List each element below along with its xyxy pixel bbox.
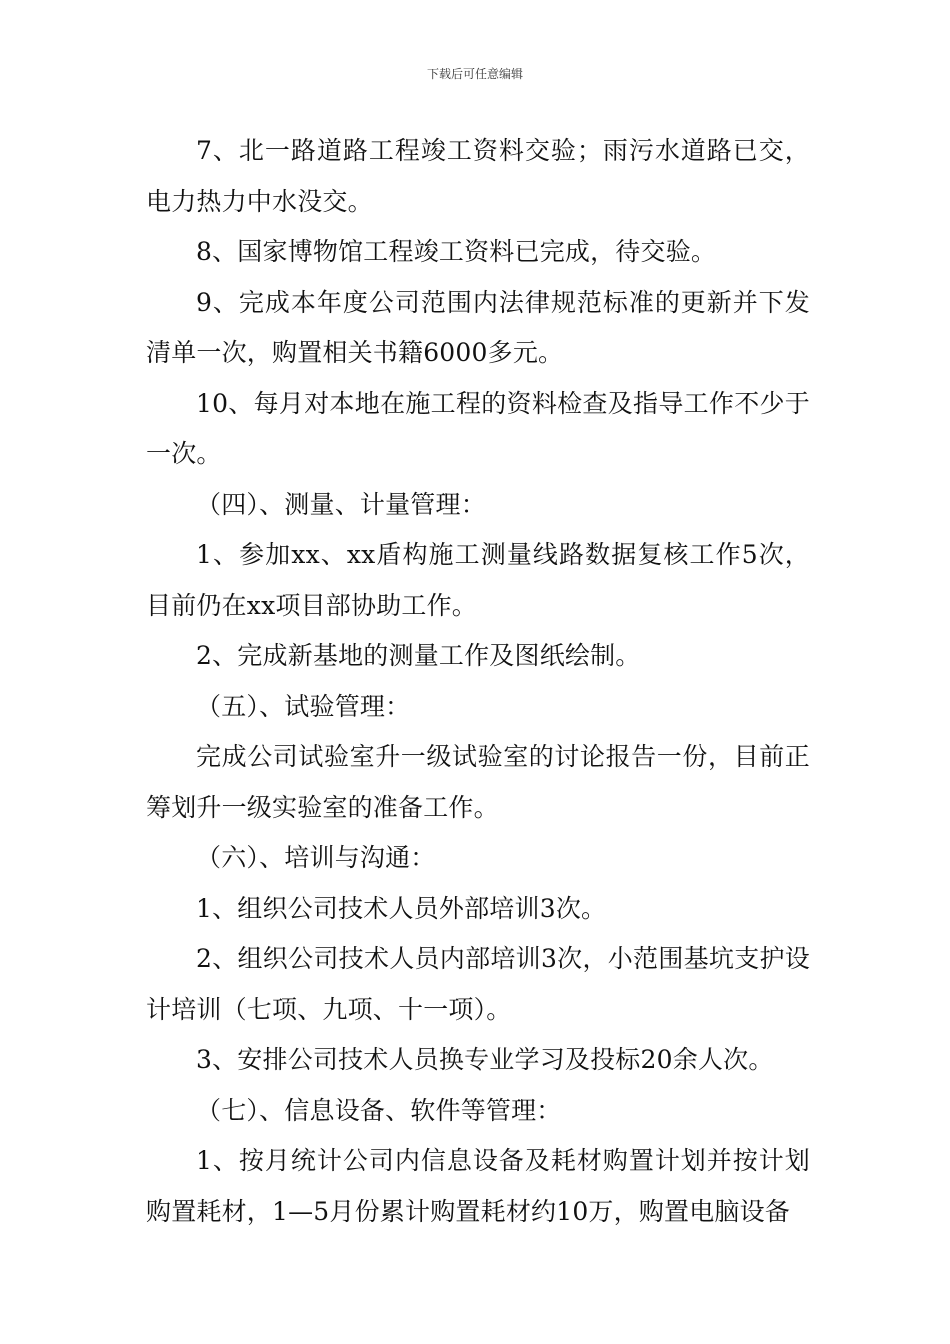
document-body [146, 126, 810, 1237]
paragraph-item-10: 10、每月对本地在施工程的资料检查及指导工作不少于一次。 [146, 388, 810, 468]
paragraph-testing: 完成公司试验室升一级试验室的讨论报告一份，目前正筹划升一级实验室的准备工作。 [146, 742, 810, 822]
section-heading-it: （七）、信息设备、软件等管理： [196, 1095, 562, 1125]
section-heading-training: （六）、培训与沟通： [196, 843, 436, 872]
paragraph-measurement-2: 2、完成新基地的测量工作及图纸绘制。 [196, 641, 641, 670]
section-heading-measurement: （四）、测量、计量管理： [196, 489, 486, 519]
paragraph-item-9: 9、完成本年度公司范围内法律规范标准的更新并下发清单一次，购置相关书籍6000多元。 [146, 287, 810, 367]
section-heading-testing: （五）、试验管理： [196, 691, 411, 721]
paragraph-training-3: 3、安排公司技术人员换专业学习及投标20余人次。 [196, 1045, 774, 1074]
paragraph-it-1: 1、按月统计公司内信息设备及耗材购置计划并按计划购置耗材，1—5月份累计购置耗材约10万，购置电脑设备 [146, 1146, 810, 1226]
paragraph-item-7: 7、北一路道路工程竣工资料交验；雨污水道路已交，电力热力中水没交。 [146, 136, 810, 216]
paragraph-training-1: 1、组织公司技术人员外部培训3次。 [196, 893, 607, 923]
paragraph-item-8: 8、国家博物馆工程竣工资料已完成，待交验。 [196, 237, 717, 266]
paragraph-training-2: 2、组织公司技术人员内部培训3次，小范围基坑支护设计培训（七项、九项、十一项）。 [146, 944, 810, 1024]
paragraph-measurement-1: 1、参加xx、xx盾构施工测量线路数据复核工作5次，目前仍在xx项目部协助工作。 [146, 540, 810, 620]
page-header: 下载后可任意编辑 [426, 67, 523, 81]
